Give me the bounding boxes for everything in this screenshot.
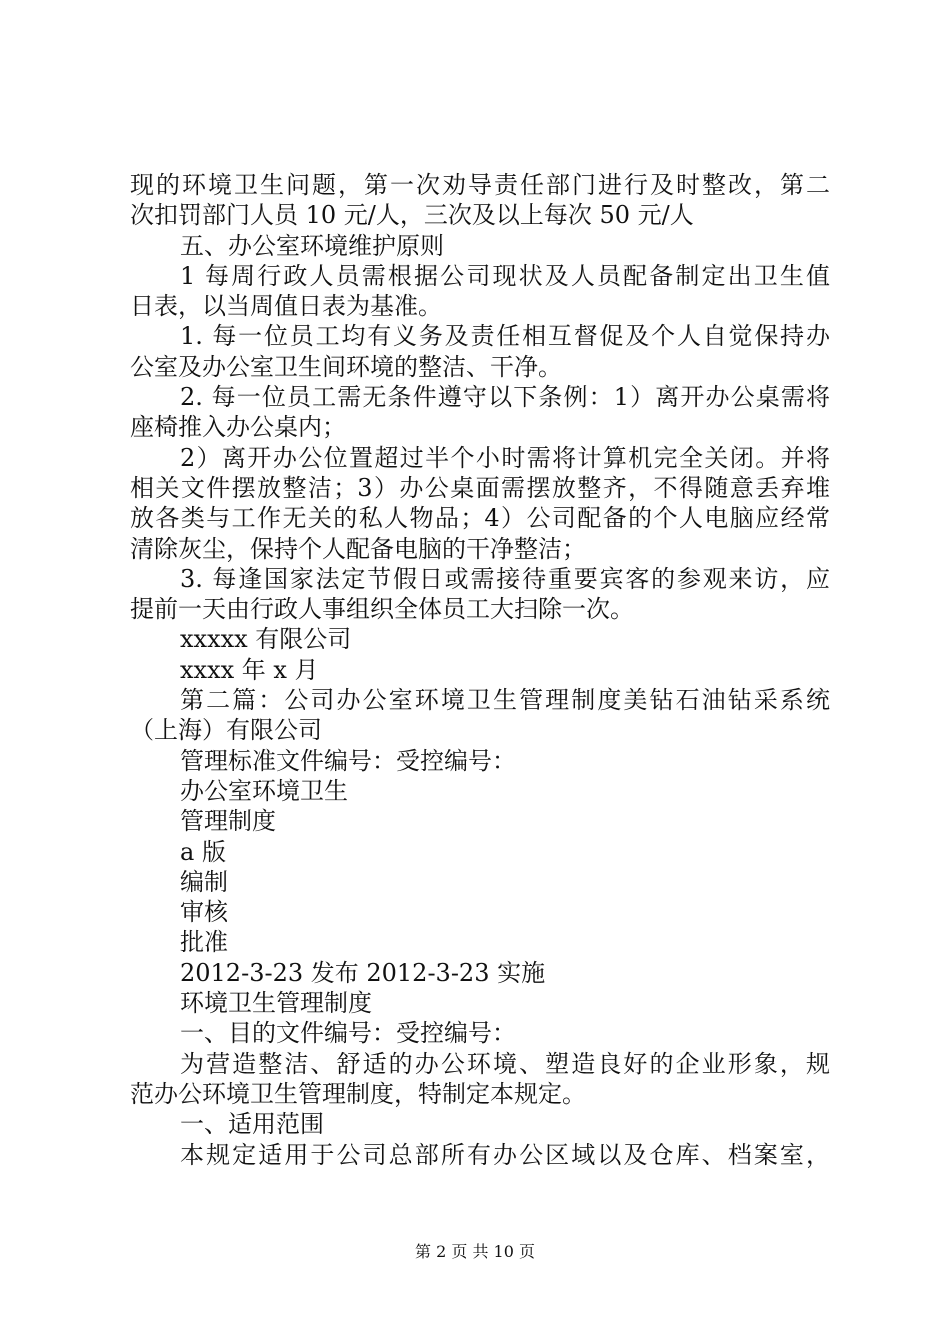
text-line: 次扣罚部门人员 10 元/人，三次及以上每次 50 元/人 xyxy=(130,201,694,230)
text-line: 批准 xyxy=(180,928,228,957)
chapter-heading-cont: （上海）有限公司 xyxy=(130,716,322,745)
text-line: 清除灰尘，保持个人配备电脑的干净整洁； xyxy=(130,534,586,563)
text-line: 范办公环境卫生管理制度，特制定本规定。 xyxy=(130,1079,586,1108)
text-line: a 版 xyxy=(180,837,226,866)
page-footer: 第 2 页 共 10 页 xyxy=(415,1242,535,1261)
text-line: 编制 xyxy=(180,867,228,896)
chapter-heading: 第二篇：公司办公室环境卫生管理制度美钻石油钻采系统 xyxy=(180,686,830,715)
text-line: 办公室环境卫生 xyxy=(180,776,348,805)
text-line: 1. 每一位员工均有义务及责任相互督促及个人自觉保持办 xyxy=(180,322,830,351)
section-heading: 一、适用范围 xyxy=(180,1110,324,1139)
text-line: 管理制度 xyxy=(180,807,276,836)
text-line: 日表，以当周值日表为基准。 xyxy=(130,292,442,321)
text-line: 2）离开办公位置超过半个小时需将计算机完全关闭。并将 xyxy=(180,443,830,472)
date-line: 2012-3-23 发布 2012-3-23 实施 xyxy=(180,958,546,987)
text-line: 公室及办公室卫生间环境的整洁、干净。 xyxy=(130,352,562,381)
text-line: 座椅推入办公桌内； xyxy=(130,413,346,442)
company-name: xxxxx 有限公司 xyxy=(180,625,352,654)
text-line: 为营造整洁、舒适的办公环境、塑造良好的企业形象，规 xyxy=(180,1049,830,1078)
text-line: 放各类与工作无关的私人物品；4）公司配备的个人电脑应经常 xyxy=(130,504,830,533)
date-line: xxxx 年 x 月 xyxy=(180,655,319,684)
section-heading: 一、目的文件编号：受控编号： xyxy=(180,1019,516,1048)
text-line: 本规定适用于公司总部所有办公区域以及仓库、档案室， xyxy=(180,1140,830,1169)
text-line: 3. 每逢国家法定节假日或需接待重要宾客的参观来访，应 xyxy=(180,564,830,593)
text-line: 相关文件摆放整洁；3）办公桌面需摆放整齐，不得随意丢弃堆 xyxy=(130,473,830,502)
section-heading: 环境卫生管理制度 xyxy=(180,989,372,1018)
document-body xyxy=(130,170,830,1170)
text-line: 2. 每一位员工需无条件遵守以下条例：1）离开办公桌需将 xyxy=(180,383,830,412)
text-line: 管理标准文件编号：受控编号： xyxy=(180,746,516,775)
section-heading: 五、办公室环境维护原则 xyxy=(180,231,444,260)
text-line: 1 每周行政人员需根据公司现状及人员配备制定出卫生值 xyxy=(180,261,830,290)
text-line: 现的环境卫生问题，第一次劝导责任部门进行及时整改，第二 xyxy=(130,171,830,199)
text-line: 审核 xyxy=(180,898,228,927)
text-line: 提前一天由行政人事组织全体员工大扫除一次。 xyxy=(130,595,634,624)
